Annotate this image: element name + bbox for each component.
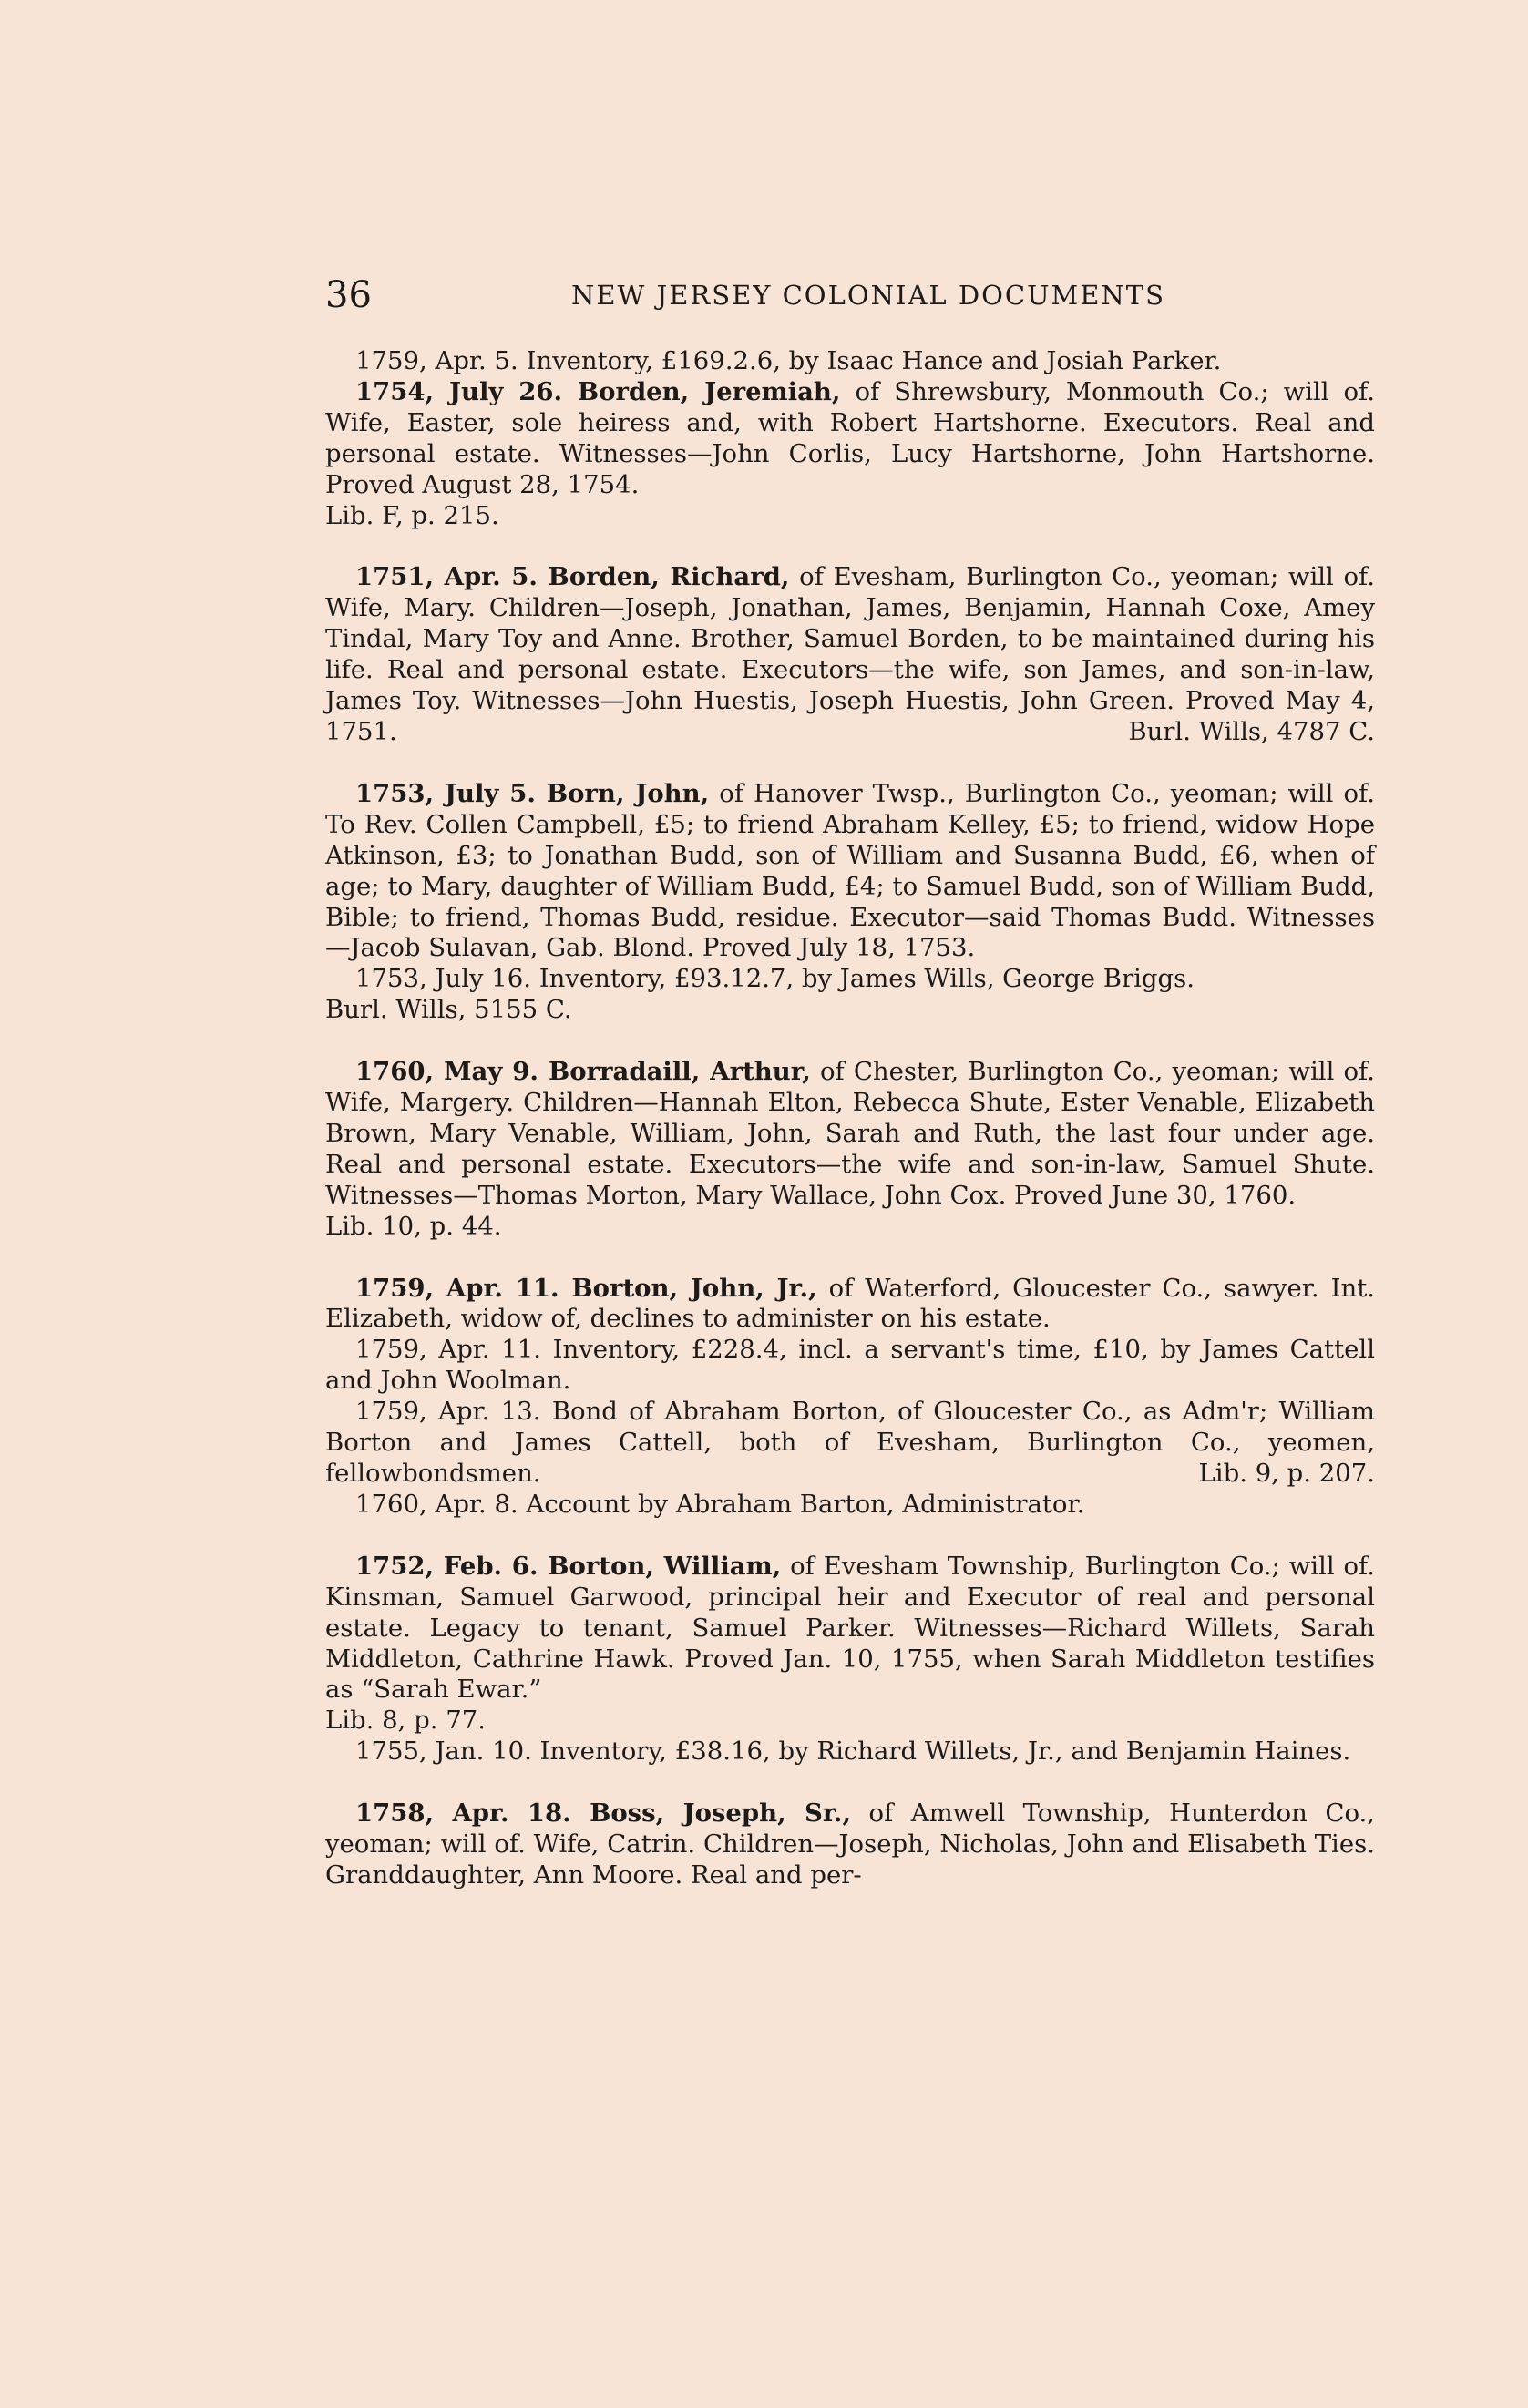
entry-paragraph — [325, 346, 1375, 377]
entry-heading: 1758, Apr. 18. Boss, Joseph, Sr., — [355, 1798, 852, 1829]
entry-paragraph — [325, 1490, 1375, 1521]
will-entry — [325, 1057, 1375, 1242]
page-header — [325, 273, 1375, 317]
entry-paragraph — [325, 1274, 1375, 1336]
entry-paragraph — [325, 1335, 1375, 1397]
entry-heading: 1753, July 5. Born, John, — [355, 778, 710, 808]
entry-paragraph — [325, 1552, 1375, 1706]
will-entry — [325, 562, 1375, 747]
will-entry — [325, 1552, 1375, 1768]
library-reference: Lib. F, p. 215. — [325, 500, 499, 530]
library-reference: Lib. 10, p. 44. — [325, 1211, 502, 1241]
entry-text: of Waterford, Gloucester Co., sawyer. Int. Elizabeth, widow of, declines to administer on his estate. — [325, 1273, 1375, 1334]
entry-text: of Evesham, Burlington Co., yeoman; will of. Wife, Mary. Children—Joseph, Jonathan, James, Benjamin, Hannah Coxe, Amey Tindal, Mary Toy and Anne. Brother, Samuel Borden, to be maintained during his life. Real and personal estate. Executors—the wife, son James, and son-in-law, James Toy. Witnesses—John Huestis, Joseph Huestis, John Green. Proved May 4, 1751. — [325, 562, 1375, 746]
entry-paragraph — [325, 964, 1375, 995]
entry-text: of Chester, Burlington Co., yeoman; will of. Wife, Margery. Children—Hannah Elton, Rebecca Shute, Ester Venable, Elizabeth Brown, Mary Venable, William, John, Sarah and Ruth, the last four under age. Real and personal estate. Executors—the wife and son-in-law, Samuel Shute. Witnesses—Thomas Morton, Mary Wallace, John Cox. Proved June 30, 1760. — [325, 1057, 1375, 1210]
entry-text: of Evesham Township, Burlington Co.; will of. Kinsman, Samuel Garwood, principal heir and Executor of real and personal estate. Legacy to tenant, Samuel Parker. Witnesses—Richard Willets, Sarah Middleton, Cathrine Hawk. Proved Jan. 10, 1755, when Sarah Middleton testifies as “Sarah Ewar.” — [325, 1551, 1375, 1705]
entry-text: 1755, Jan. 10. Inventory, £38.16, by Richard Willets, Jr., and Benjamin Haines. — [355, 1737, 1351, 1767]
entry-heading: 1752, Feb. 6. Borton, William, — [355, 1551, 782, 1581]
will-entry — [325, 1274, 1375, 1521]
entry-paragraph — [325, 1397, 1375, 1490]
entry-paragraph — [325, 1798, 1375, 1891]
entry-text: 1759, Apr. 11. Inventory, £228.4, incl. a servant's time, £10, by James Cattell and John Woolman. — [325, 1335, 1375, 1396]
entry-heading: 1760, May 9. Borradaill, Arthur, — [355, 1057, 811, 1087]
entry-text: of Hanover Twsp., Burlington Co., yeoman; will of. To Rev. Collen Campbell, £5; to friend Abraham Kelley, £5; to friend, widow Hope Atkinson, £3; to Jonathan Budd, son of William and Susanna Budd, £6, when of age; to Mary, daughter of William Budd, £4; to Samuel Budd, son of William Budd, Bible; to friend, Thomas Budd, residue. Executor—said Thomas Budd. Witnesses—Jacob Sulavan, Gab. Blond. Proved July 18, 1753. — [325, 778, 1375, 963]
library-reference: Burl. Wills, 5155 C. — [325, 995, 572, 1025]
entry-paragraph — [325, 377, 1375, 501]
entry-text: 1759, Apr. 5. Inventory, £169.2.6, by Isaac Hance and Josiah Parker. — [355, 346, 1222, 375]
will-entry — [325, 779, 1375, 1026]
entry-paragraph — [325, 562, 1375, 747]
entry-text: 1760, Apr. 8. Account by Abraham Barton, Administrator. — [355, 1489, 1085, 1519]
running-title: NEW JERSEY COLONIAL DOCUMENTS — [571, 280, 1165, 311]
will-entry — [325, 346, 1375, 531]
entry-heading: 1759, Apr. 11. Borton, John, Jr., — [355, 1273, 817, 1303]
entry-paragraph — [325, 1057, 1375, 1212]
will-entry — [325, 1798, 1375, 1891]
document-body — [325, 346, 1375, 1922]
library-reference: Lib. 8, p. 77. — [325, 1706, 486, 1736]
library-reference: Lib. 9, p. 207. — [1198, 1459, 1375, 1488]
library-reference: Burl. Wills, 4787 C. — [1128, 716, 1375, 746]
entry-heading: 1754, July 26. Borden, Jeremiah, — [355, 376, 841, 406]
entry-text: of Shrewsbury, Monmouth Co.; will of. Wife, Easter, sole heiress and, with Robert Hartshorne. Executors. Real and personal estate. Witnesses—John Corlis, Lucy Hartshorne, John Hartshorne. Proved August 28, 1754. — [325, 376, 1375, 499]
page-number: 36 — [325, 274, 372, 316]
entry-text: 1759, Apr. 13. Bond of Abraham Borton, of Gloucester Co., as Adm'r; William Borton and James Cattell, both of Evesham, Burlington Co., yeomen, fellowbondsmen. — [325, 1397, 1375, 1488]
entry-text: of Amwell Township, Hunterdon Co., yeoman; will of. Wife, Catrin. Children—Joseph, Nicholas, John and Elisabeth Ties. Granddaughter, Ann Moore. Real and per- — [325, 1798, 1376, 1890]
entry-heading: 1751, Apr. 5. Borden, Richard, — [355, 562, 790, 592]
entry-paragraph — [325, 1737, 1375, 1768]
entry-text: 1753, July 16. Inventory, £93.12.7, by James Wills, George Briggs. — [355, 964, 1195, 994]
entry-paragraph — [325, 779, 1375, 964]
